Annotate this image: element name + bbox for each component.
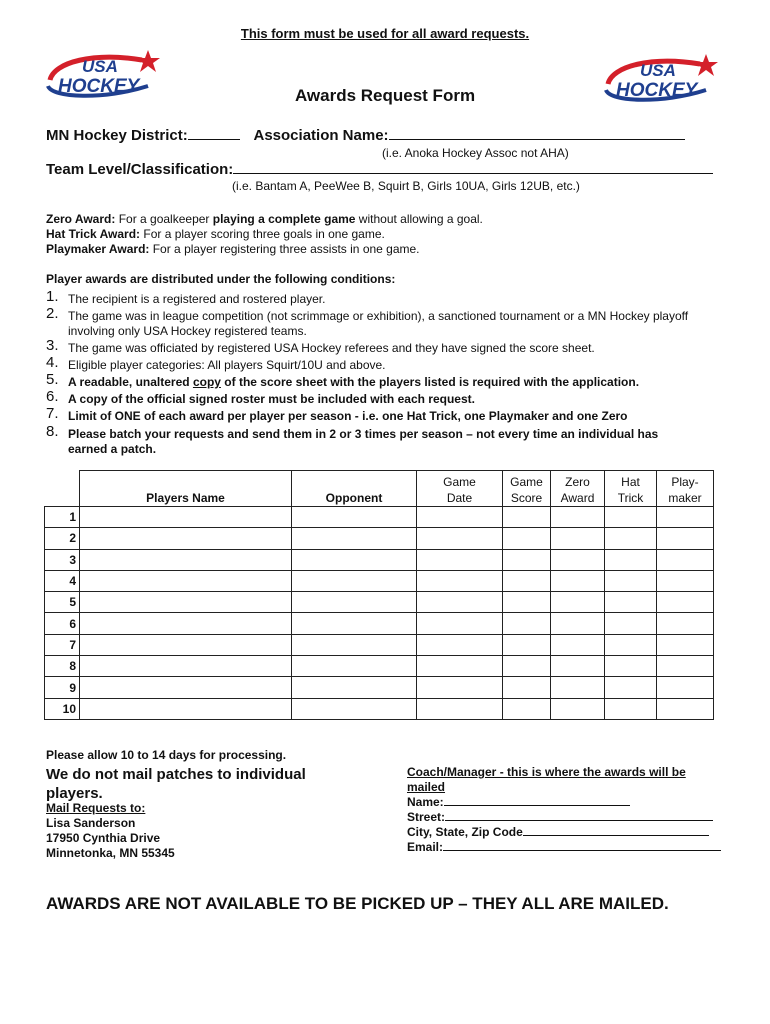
award-zero-name: Zero Award: bbox=[46, 212, 116, 226]
hat-trick-cell[interactable] bbox=[605, 549, 657, 570]
award-zero-desc: For a goalkeeper bbox=[115, 212, 213, 226]
hat-trick-cell[interactable] bbox=[605, 592, 657, 613]
opponent-cell[interactable] bbox=[292, 570, 417, 591]
game-date-cell[interactable] bbox=[417, 656, 503, 677]
row-number: 3 bbox=[45, 549, 80, 570]
district-row bbox=[46, 127, 685, 144]
table-row bbox=[45, 507, 714, 528]
team-row bbox=[46, 161, 713, 178]
hat-trick-cell[interactable] bbox=[605, 528, 657, 549]
col-game-date-label-2: Date bbox=[446, 491, 473, 505]
col-game-score bbox=[503, 471, 551, 507]
condition-3-num: 3. bbox=[46, 337, 59, 354]
table-row bbox=[45, 613, 714, 634]
rownum-header bbox=[45, 471, 80, 507]
zero-award-cell[interactable] bbox=[551, 592, 605, 613]
row-number: 9 bbox=[45, 677, 80, 698]
district-label: MN Hockey District: bbox=[46, 127, 188, 144]
coach-email-field[interactable] bbox=[443, 850, 721, 851]
opponent-cell[interactable] bbox=[292, 698, 417, 719]
col-players-name bbox=[80, 471, 292, 507]
opponent-cell[interactable] bbox=[292, 592, 417, 613]
award-zero bbox=[46, 212, 483, 227]
game-date-cell[interactable] bbox=[417, 698, 503, 719]
condition-5-text-end: of the score sheet with the players listed is required with the application. bbox=[220, 375, 640, 389]
game-score-cell[interactable] bbox=[503, 592, 551, 613]
playmaker-cell[interactable] bbox=[657, 549, 714, 570]
player-name-cell[interactable] bbox=[80, 613, 292, 634]
condition-1-num: 1. bbox=[46, 288, 59, 305]
hat-trick-cell[interactable] bbox=[605, 507, 657, 528]
col-opponent-label: Opponent bbox=[325, 491, 383, 505]
game-date-cell[interactable] bbox=[417, 528, 503, 549]
coach-street-field[interactable] bbox=[445, 820, 713, 821]
row-number: 7 bbox=[45, 634, 80, 655]
opponent-cell[interactable] bbox=[292, 507, 417, 528]
playmaker-cell[interactable] bbox=[657, 528, 714, 549]
mail-street: 17950 Cynthia Drive bbox=[46, 831, 161, 845]
game-date-cell[interactable] bbox=[417, 570, 503, 591]
opponent-cell[interactable] bbox=[292, 549, 417, 570]
game-score-cell[interactable] bbox=[503, 549, 551, 570]
player-name-cell[interactable] bbox=[80, 570, 292, 591]
game-date-cell[interactable] bbox=[417, 592, 503, 613]
mail-name: Lisa Sanderson bbox=[46, 816, 136, 830]
table-row bbox=[45, 549, 714, 570]
zero-award-cell[interactable] bbox=[551, 570, 605, 591]
condition-8-num: 8. bbox=[46, 423, 59, 440]
mail-requests-label: Mail Requests to: bbox=[46, 801, 146, 815]
processing-note: Please allow 10 to 14 days for processing. bbox=[46, 748, 287, 762]
col-zero-award-label: Zero bbox=[565, 475, 590, 489]
association-hint: (i.e. Anoka Hockey Assoc not AHA) bbox=[382, 146, 569, 160]
coach-name-row bbox=[407, 795, 721, 810]
opponent-cell[interactable] bbox=[292, 528, 417, 549]
award-zero-desc-end: without allowing a goal. bbox=[355, 212, 483, 226]
table-row bbox=[45, 698, 714, 719]
playmaker-cell[interactable] bbox=[657, 592, 714, 613]
coach-name-label: Name: bbox=[407, 795, 444, 809]
condition-5-underlined: copy bbox=[192, 375, 221, 389]
zero-award-cell[interactable] bbox=[551, 507, 605, 528]
conditions-heading: Player awards are distributed under the following conditions: bbox=[46, 272, 396, 286]
col-game-score-label: Game bbox=[510, 475, 543, 489]
condition-2-text: The game was in league competition (not scrimmage or exhibition), a sanctioned tournament or a MN Hockey playoff bbox=[68, 309, 689, 323]
zero-award-cell[interactable] bbox=[551, 698, 605, 719]
player-name-cell[interactable] bbox=[80, 656, 292, 677]
condition-5-text: A readable, unaltered bbox=[68, 375, 193, 389]
team-hint: (i.e. Bantam A, PeeWee B, Squirt B, Girls 10UA, Girls 12UB, etc.) bbox=[232, 179, 580, 193]
coach-city-row bbox=[407, 825, 721, 840]
zero-award-cell[interactable] bbox=[551, 613, 605, 634]
row-number: 10 bbox=[45, 698, 80, 719]
table-row bbox=[45, 528, 714, 549]
zero-award-cell[interactable] bbox=[551, 549, 605, 570]
player-name-cell[interactable] bbox=[80, 528, 292, 549]
team-field[interactable] bbox=[233, 173, 713, 174]
col-game-date bbox=[417, 471, 503, 507]
playmaker-cell[interactable] bbox=[657, 507, 714, 528]
col-zero-award-label-2: Award bbox=[560, 491, 595, 505]
opponent-cell[interactable] bbox=[292, 656, 417, 677]
game-date-cell[interactable] bbox=[417, 677, 503, 698]
coach-email-row bbox=[407, 840, 721, 855]
opponent-cell[interactable] bbox=[292, 634, 417, 655]
hat-trick-cell[interactable] bbox=[605, 613, 657, 634]
zero-award-cell[interactable] bbox=[551, 528, 605, 549]
final-notice: AWARDS ARE NOT AVAILABLE TO BE PICKED UP – THEY ALL ARE MAILED. bbox=[46, 894, 669, 913]
association-label: Association Name: bbox=[253, 127, 389, 144]
row-number: 8 bbox=[45, 656, 80, 677]
zero-award-cell[interactable] bbox=[551, 677, 605, 698]
row-number: 5 bbox=[45, 592, 80, 613]
mail-city: Minnetonka, MN 55345 bbox=[46, 846, 175, 860]
condition-5-num: 5. bbox=[46, 371, 59, 388]
hat-trick-cell[interactable] bbox=[605, 698, 657, 719]
zero-award-cell[interactable] bbox=[551, 656, 605, 677]
game-score-cell[interactable] bbox=[503, 677, 551, 698]
logo-left-usa: USA bbox=[82, 57, 118, 76]
table-row bbox=[45, 592, 714, 613]
playmaker-cell[interactable] bbox=[657, 656, 714, 677]
district-field[interactable] bbox=[188, 139, 240, 140]
playmaker-cell[interactable] bbox=[657, 677, 714, 698]
opponent-cell[interactable] bbox=[292, 677, 417, 698]
col-hat-trick bbox=[605, 471, 657, 507]
row-number: 4 bbox=[45, 570, 80, 591]
player-name-cell[interactable] bbox=[80, 549, 292, 570]
coach-block bbox=[407, 765, 721, 855]
col-zero-award bbox=[551, 471, 605, 507]
logo-right-usa: USA bbox=[640, 61, 676, 80]
table-body bbox=[45, 507, 714, 720]
award-hat-trick bbox=[46, 227, 483, 242]
playmaker-cell[interactable] bbox=[657, 613, 714, 634]
logo-left-hockey: HOCKEY bbox=[58, 76, 140, 97]
game-score-cell[interactable] bbox=[503, 570, 551, 591]
form-notice: This form must be used for all award requests. bbox=[240, 26, 530, 41]
col-playmaker-label: Play- bbox=[671, 475, 699, 489]
condition-4-text: Eligible player categories: All players Squirt/10U and above. bbox=[68, 358, 386, 372]
col-game-date-label: Game bbox=[443, 475, 476, 489]
game-score-cell[interactable] bbox=[503, 698, 551, 719]
award-definitions bbox=[46, 212, 483, 257]
condition-2-text-cont: involving only USA Hockey registered teams. bbox=[68, 324, 307, 338]
player-name-cell[interactable] bbox=[80, 507, 292, 528]
no-mail-line-1: We do not mail patches to individual bbox=[46, 766, 306, 783]
table-row bbox=[45, 677, 714, 698]
game-date-cell[interactable] bbox=[417, 613, 503, 634]
game-date-cell[interactable] bbox=[417, 634, 503, 655]
player-name-cell[interactable] bbox=[80, 592, 292, 613]
coach-street-row bbox=[407, 810, 721, 825]
playmaker-cell[interactable] bbox=[657, 634, 714, 655]
table-row bbox=[45, 634, 714, 655]
coach-street-label: Street: bbox=[407, 810, 446, 824]
condition-7-num: 7. bbox=[46, 405, 59, 422]
coach-heading: Coach/Manager - this is where the awards will be bbox=[407, 765, 686, 779]
col-opponent bbox=[292, 471, 417, 507]
playmaker-cell[interactable] bbox=[657, 570, 714, 591]
coach-city-field[interactable] bbox=[523, 835, 709, 836]
condition-8-text-cont: earned a patch. bbox=[68, 442, 157, 456]
award-playmaker-desc: For a player registering three assists in one game. bbox=[149, 242, 420, 256]
col-players-name-label: Players Name bbox=[146, 491, 225, 505]
row-number: 2 bbox=[45, 528, 80, 549]
player-name-cell[interactable] bbox=[80, 677, 292, 698]
row-number: 6 bbox=[45, 613, 80, 634]
game-score-cell[interactable] bbox=[503, 656, 551, 677]
player-name-cell[interactable] bbox=[80, 634, 292, 655]
player-name-cell[interactable] bbox=[80, 698, 292, 719]
col-hat-trick-label-2: Trick bbox=[617, 491, 644, 505]
team-label: Team Level/Classification: bbox=[46, 161, 234, 178]
col-playmaker bbox=[657, 471, 714, 507]
game-score-cell[interactable] bbox=[503, 507, 551, 528]
game-date-cell[interactable] bbox=[417, 507, 503, 528]
opponent-cell[interactable] bbox=[292, 613, 417, 634]
coach-heading-2: mailed bbox=[407, 780, 446, 794]
award-playmaker-name: Playmaker Award: bbox=[46, 242, 150, 256]
condition-8-text: Please batch your requests and send them in 2 or 3 times per season – not every time an individual has bbox=[68, 427, 659, 441]
game-score-cell[interactable] bbox=[503, 634, 551, 655]
condition-3-text: The game was officiated by registered USA Hockey referees and they have signed the score sheet. bbox=[68, 341, 595, 355]
award-zero-bold: playing a complete game bbox=[212, 212, 356, 226]
association-field[interactable] bbox=[389, 139, 685, 140]
coach-city-label: City, State, Zip Code bbox=[407, 825, 523, 839]
table-header-row bbox=[45, 471, 714, 507]
col-hat-trick-label: Hat bbox=[621, 475, 640, 489]
condition-4-num: 4. bbox=[46, 354, 59, 371]
hat-trick-cell[interactable] bbox=[605, 634, 657, 655]
awards-table bbox=[44, 470, 714, 720]
hat-trick-cell[interactable] bbox=[605, 570, 657, 591]
award-hat-trick-desc: For a player scoring three goals in one game. bbox=[140, 227, 385, 241]
award-playmaker bbox=[46, 242, 483, 257]
row-number: 1 bbox=[45, 507, 80, 528]
col-playmaker-label-2: maker bbox=[668, 491, 702, 505]
game-score-cell[interactable] bbox=[503, 528, 551, 549]
no-mail-line-2: players. bbox=[46, 785, 103, 802]
coach-name-field[interactable] bbox=[444, 805, 630, 806]
hat-trick-cell[interactable] bbox=[605, 677, 657, 698]
coach-email-label: Email: bbox=[407, 840, 444, 854]
col-game-score-label-2: Score bbox=[510, 491, 543, 505]
page-title: Awards Request Form bbox=[294, 86, 476, 105]
logo-right-hockey: HOCKEY bbox=[616, 80, 698, 101]
no-mail-note bbox=[46, 765, 306, 803]
condition-6-num: 6. bbox=[46, 388, 59, 405]
condition-7-text: Limit of ONE of each award per player per season - i.e. one Hat Trick, one Playmaker and one Zero bbox=[68, 409, 628, 423]
table-row bbox=[45, 656, 714, 677]
game-date-cell[interactable] bbox=[417, 549, 503, 570]
hat-trick-cell[interactable] bbox=[605, 656, 657, 677]
playmaker-cell[interactable] bbox=[657, 698, 714, 719]
condition-1-text: The recipient is a registered and rostered player. bbox=[68, 292, 326, 306]
game-score-cell[interactable] bbox=[503, 613, 551, 634]
zero-award-cell[interactable] bbox=[551, 634, 605, 655]
mail-requests-block bbox=[46, 801, 175, 861]
award-hat-trick-name: Hat Trick Award: bbox=[46, 227, 141, 241]
condition-6-text: A copy of the official signed roster must be included with each request. bbox=[68, 392, 475, 406]
table-row bbox=[45, 570, 714, 591]
condition-2-num: 2. bbox=[46, 305, 59, 322]
